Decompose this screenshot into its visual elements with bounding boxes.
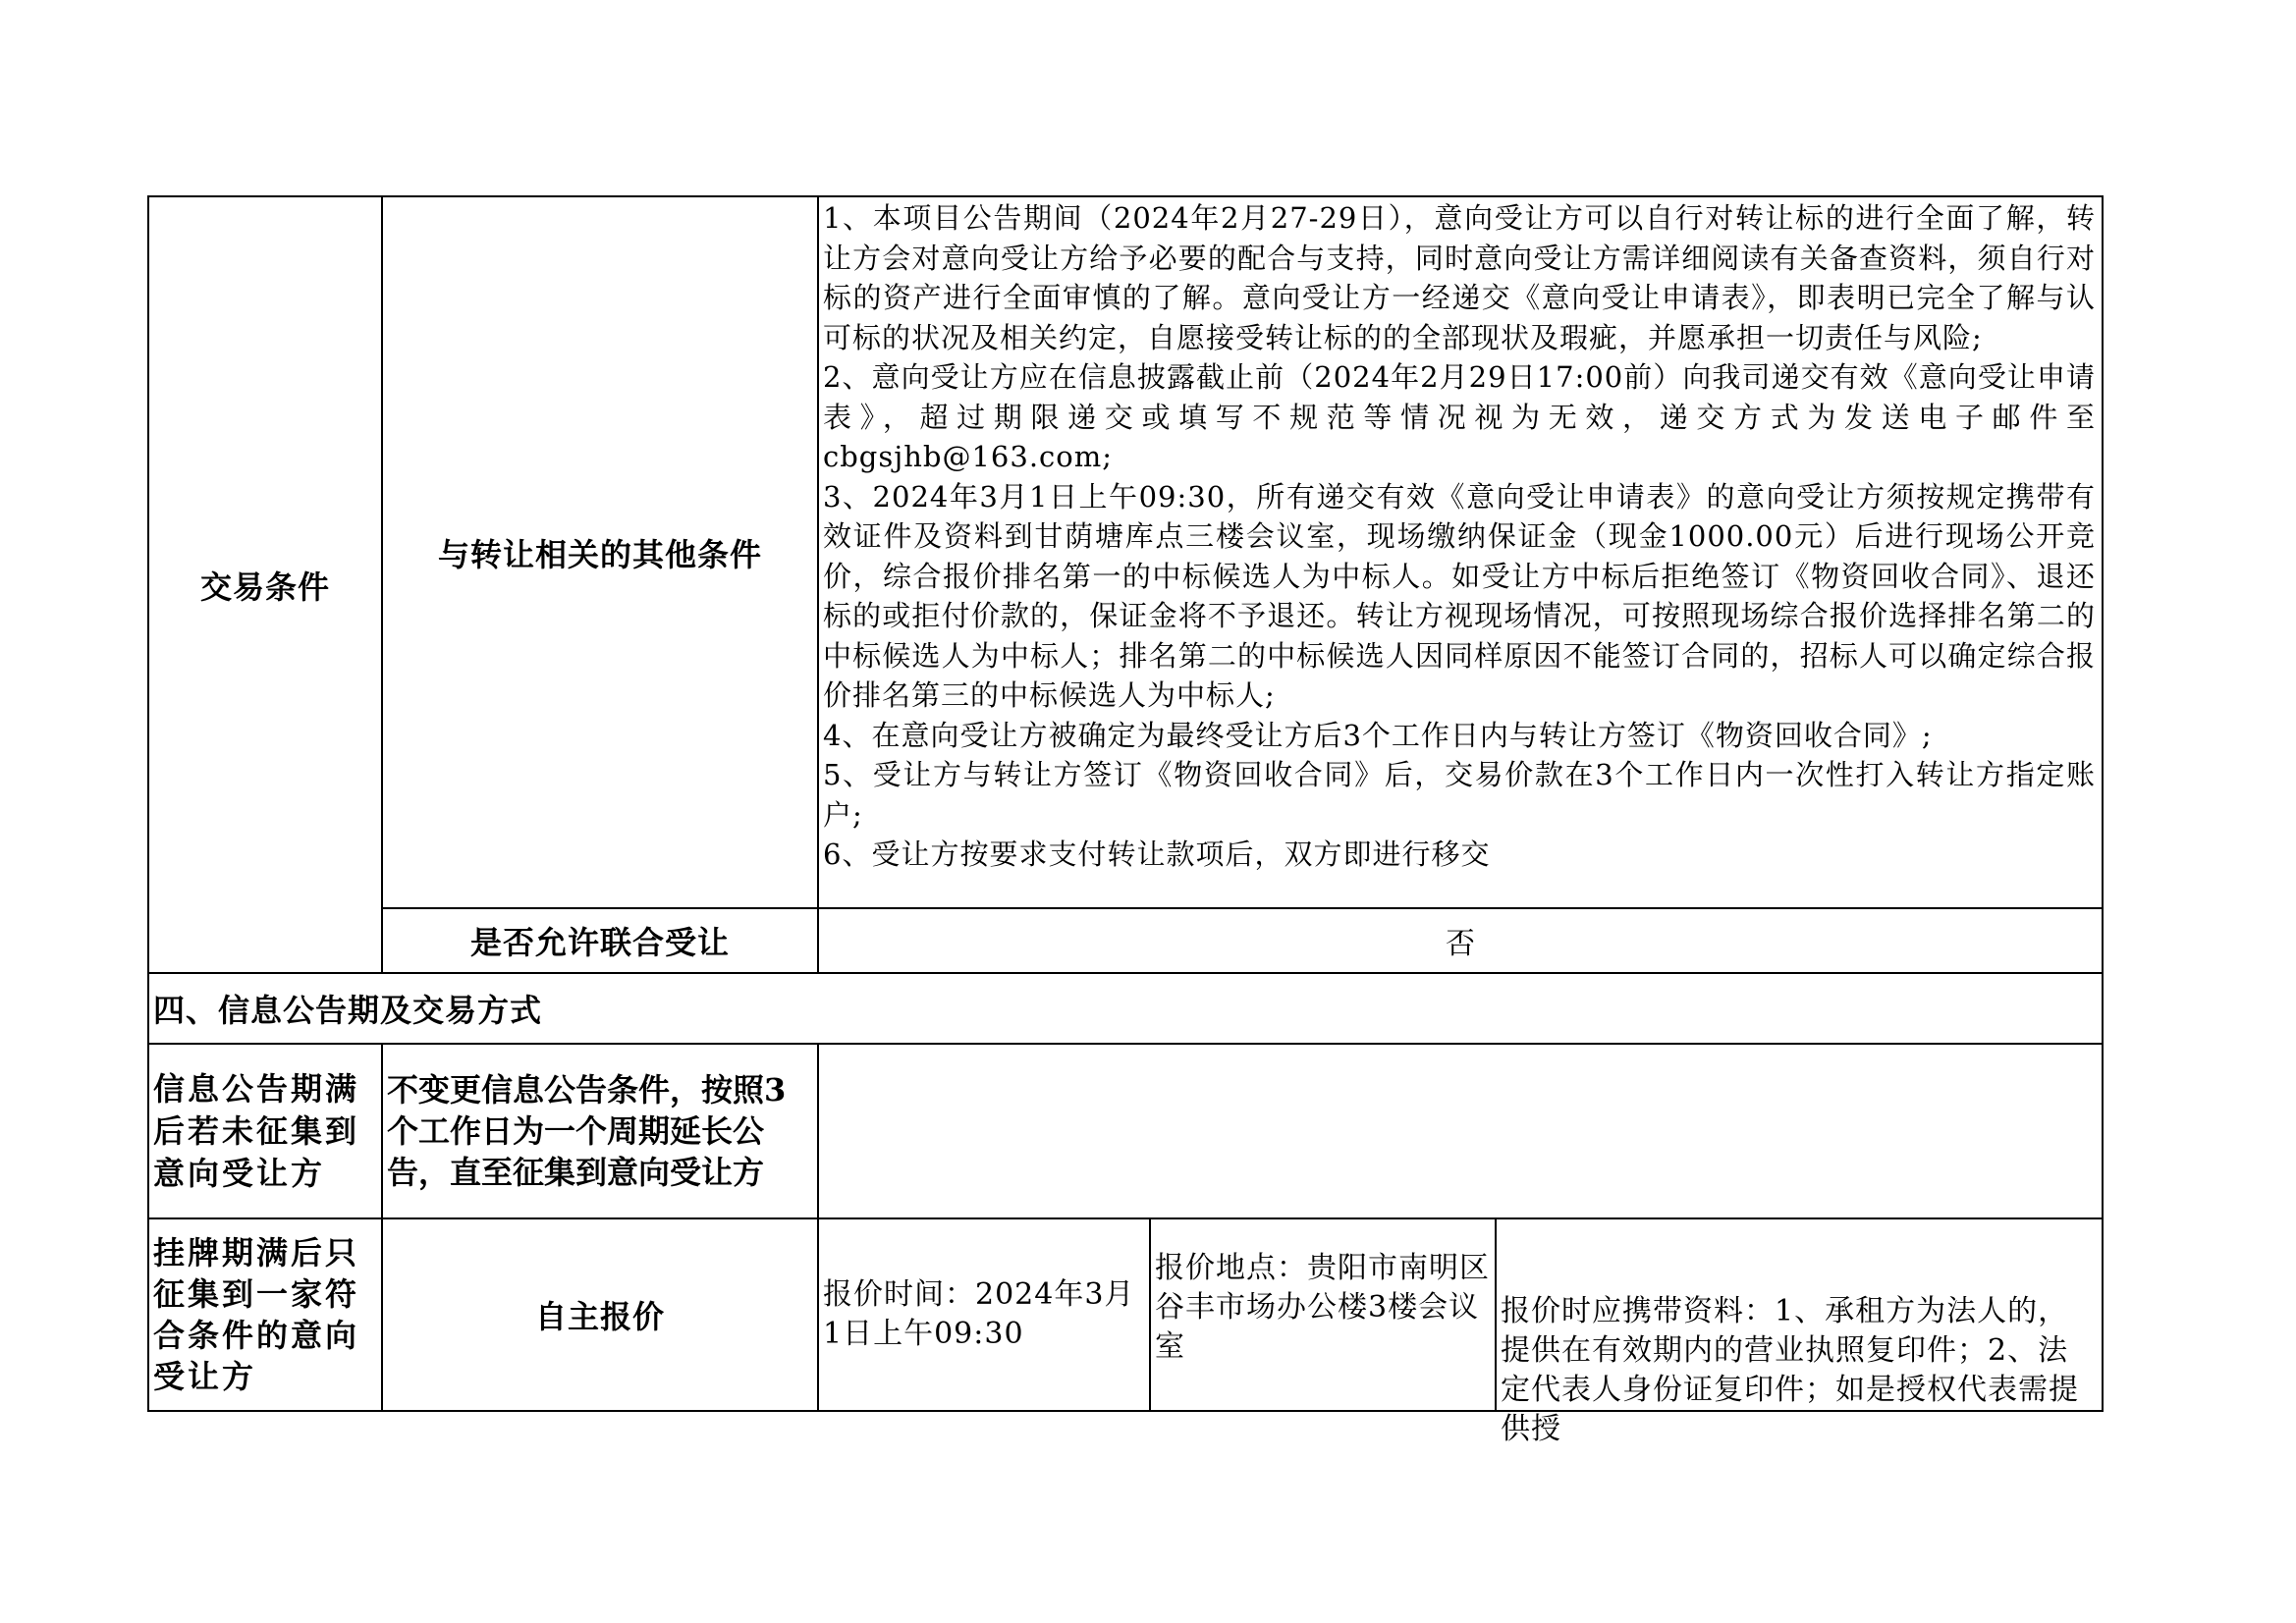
quote-materials-text: 报价时应携带资料：1、承租方为法人的，提供在有效期内的营业执照复印件；2、法定代表人身份证复印件；如是授权代表需提供授 <box>1501 1294 2079 1446</box>
no-buyer-policy <box>387 1045 815 1217</box>
quote-location <box>1155 1249 1493 1410</box>
section-4-title-text: 四、信息公告期及交易方式 <box>153 992 543 1029</box>
single-buyer-label-text: 挂牌期满后只征集到一家符合条件的意向受让方 <box>153 1234 360 1395</box>
grid-line <box>817 195 819 973</box>
no-buyer-policy-text: 不变更信息公告条件，按照3个工作日为一个周期延长公告，直至征集到意向受让方 <box>387 1071 787 1191</box>
condition-paragraph-6: 6、受让方按要求支付转让款项后，双方即进行移交 <box>823 838 1491 871</box>
grid-line <box>817 1043 819 1412</box>
grid-line <box>147 1410 2104 1412</box>
quote-time-text: 报价时间：2024年3月1日上午09:30 <box>823 1277 1135 1351</box>
no-buyer-label-text: 信息公告期满后若未征集到意向受让方 <box>153 1069 360 1192</box>
other-conditions-label-text: 与转让相关的其他条件 <box>437 535 762 573</box>
condition-paragraph-2: 2、意向受让方应在信息披露截止前（2024年2月29日17:00前）向我司递交有效《意向受让申请表》，超过期限递交或填写不规范等情况视为无效，递交方式为发送电子邮件至cbgsjhb@163.com; <box>823 360 2096 473</box>
condition-paragraph-4: 4、在意向受让方被确定为最终受让方后3个工作日内与转让方签订《物资回收合同》; <box>823 718 1933 752</box>
other-conditions-label <box>383 197 817 907</box>
no-buyer-label <box>153 1045 379 1217</box>
quote-materials <box>1501 1292 2098 1446</box>
grid-line <box>1495 1217 1497 1412</box>
other-conditions-content <box>823 197 2096 907</box>
quote-time <box>823 1219 1147 1410</box>
quote-method-text: 自主报价 <box>534 1298 665 1335</box>
joint-transfer-label <box>383 909 817 972</box>
grid-line <box>2102 195 2104 1412</box>
joint-transfer-label-text: 是否允许联合受让 <box>469 924 730 961</box>
trade-conditions-label <box>149 197 381 972</box>
condition-paragraph-1: 1、本项目公告期间（2024年2月27-29日），意向受让方可以自行对转让标的进行全面了解，转让方会对意向受让方给予必要的配合与支持，同时意向受让方需详细阅读有关备查资料，须自行对标的资产进行全面审慎的了解。意向受让方一经递交《意向受让申请表》，即表明已完全了解与认可标的状况及相关约定，自愿接受转让标的的全部现状及瑕疵，并愿承担一切责任与风险; <box>823 201 2096 354</box>
quote-location-text: 报价地点：贵阳市南明区谷丰市场办公楼3楼会议室 <box>1155 1251 1490 1364</box>
section-4-title <box>153 974 2098 1043</box>
joint-transfer-value <box>819 909 2102 972</box>
grid-line <box>1149 1217 1151 1412</box>
single-buyer-label <box>153 1219 379 1410</box>
quote-method <box>383 1219 817 1410</box>
trade-conditions-label-text: 交易条件 <box>199 568 330 606</box>
condition-paragraph-3: 3、2024年3月1日上午09:30，所有递交有效《意向受让申请表》的意向受让方须按规定携带有效证件及资料到甘荫塘库点三楼会议室，现场缴纳保证金（现金1000.00元）后进行现场公开竞价，综合报价排名第一的中标候选人为中标人。如受让方中标后拒绝签订《物资回收合同》、退还标的或拒付价款的，保证金将不予退还。转让方视现场情况，可按照现场综合报价选择排名第二的中标候选人为中标人；排名第二的中标候选人因同样原因不能签订合同的，招标人可以确定综合报价排名第三的中标候选人为中标人; <box>823 479 2096 712</box>
condition-paragraph-5: 5、受让方与转让方签订《物资回收合同》后，交易价款在3个工作日内一次性打入转让方指定账户; <box>823 758 2096 832</box>
joint-transfer-value-text: 否 <box>1446 927 1475 961</box>
